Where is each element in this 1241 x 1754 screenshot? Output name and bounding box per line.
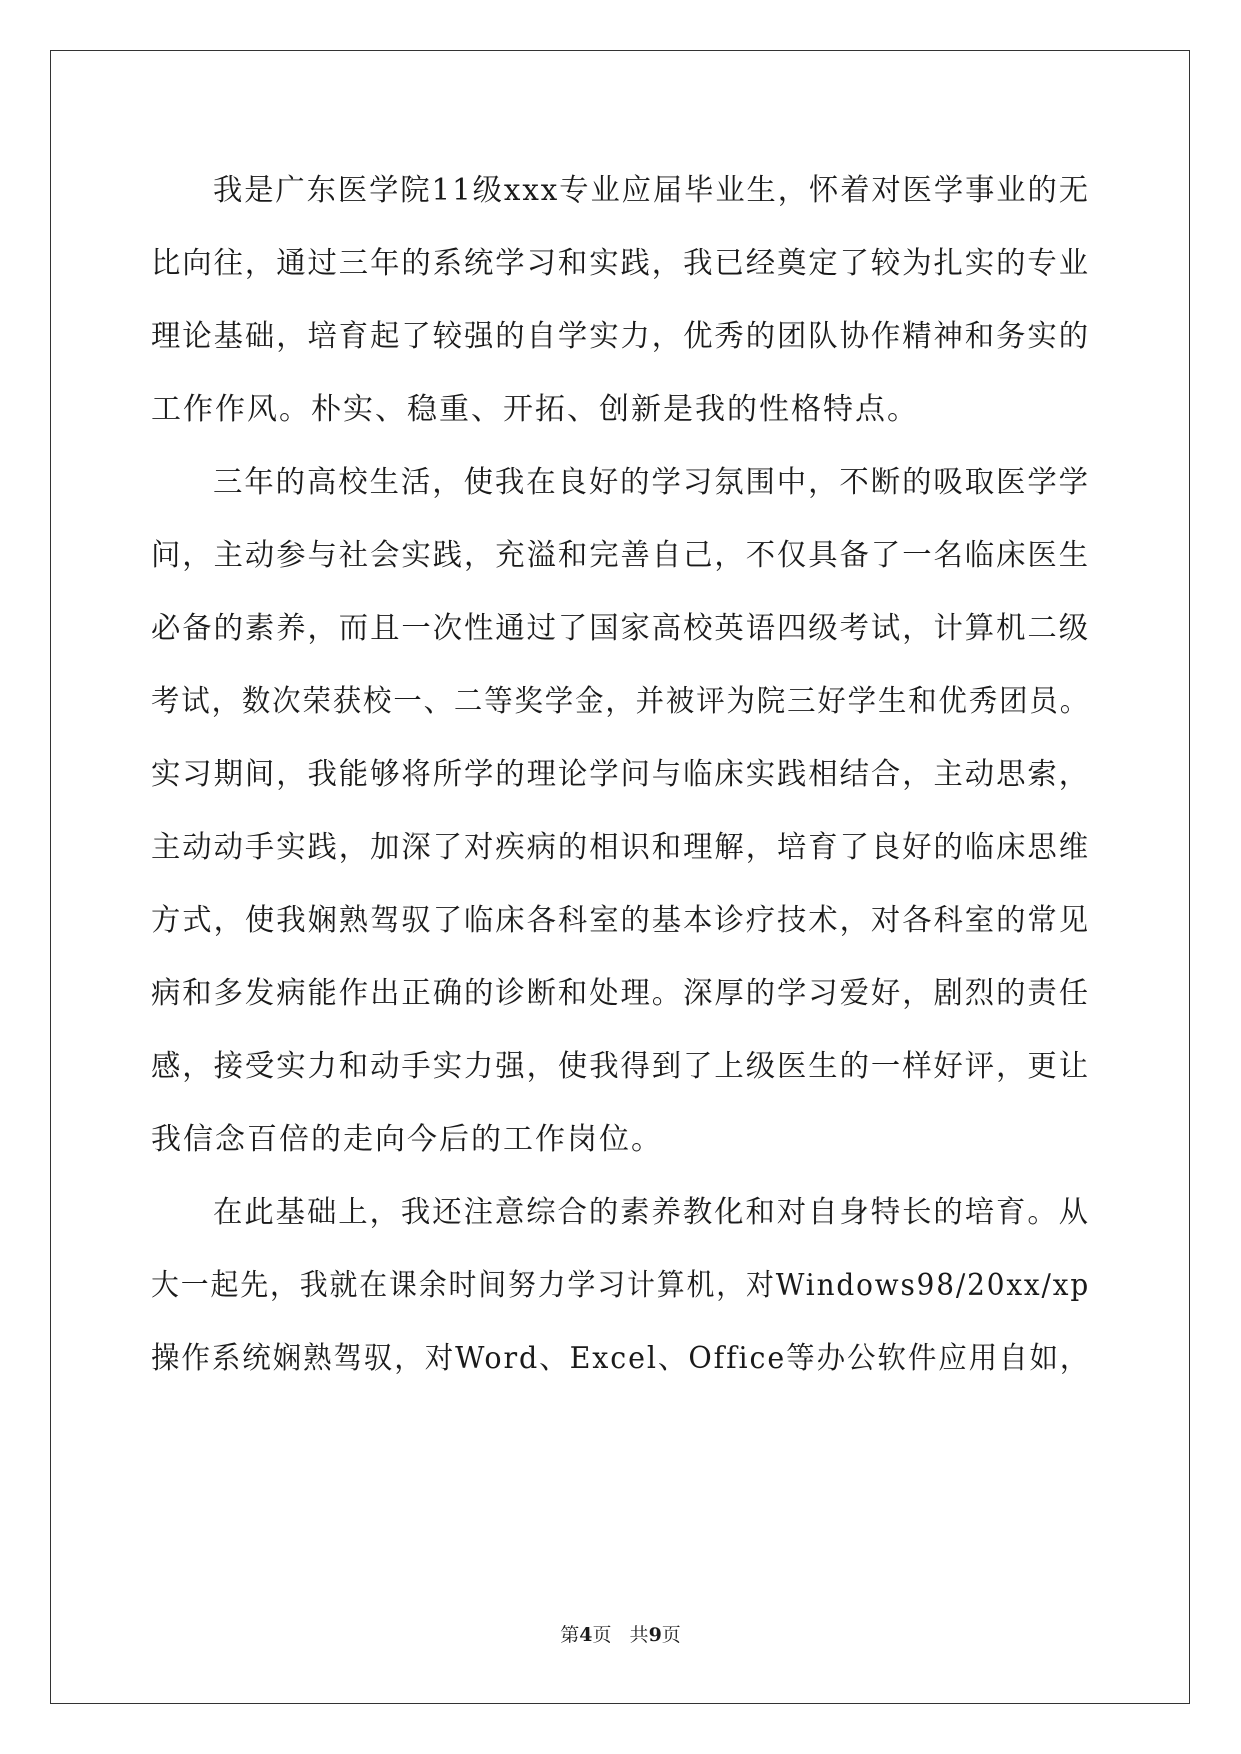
text-line: 方式，使我娴熟驾驭了临床各科室的基本诊疗技术，对各科室的常见	[151, 903, 1090, 938]
footer-middle: 页 共	[592, 1624, 649, 1646]
text-line: 必备的素养，而且一次性通过了国家高校英语四级考试，计算机二级	[151, 611, 1090, 646]
text-line: 主动动手实践，加深了对疾病的相识和理解，培育了良好的临床思维	[151, 830, 1090, 865]
total-page-number: 9	[648, 1624, 662, 1646]
page-border	[50, 50, 1190, 1704]
text-line: 实习期间，我能够将所学的理论学问与临床实践相结合，主动思索，	[151, 757, 1090, 792]
text-line: 三年的高校生活，使我在良好的学习氛围中，不断的吸取医学学	[213, 465, 1090, 500]
footer-suffix: 页	[661, 1624, 681, 1646]
text-line: 问，主动参与社会实践，充溢和完善自己，不仅具备了一名临床医生	[151, 538, 1090, 573]
text-line: 在此基础上，我还注意综合的素养教化和对自身特长的培育。从	[213, 1195, 1090, 1230]
text-line: 工作作风。朴实、稳重、开拓、创新是我的性格特点。	[151, 392, 919, 427]
text-line: 大一起先，我就在课余时间努力学习计算机，对Windows98/20xx/xp	[151, 1268, 1091, 1303]
text-line: 感，接受实力和动手实力强，使我得到了上级医生的一样好评，更让	[151, 1049, 1090, 1084]
text-line: 考试，数次荣获校一、二等奖学金，并被评为院三好学生和优秀团员。	[151, 684, 1090, 719]
page-footer	[0, 1623, 1241, 1647]
text-line: 我信念百倍的走向今后的工作岗位。	[151, 1122, 663, 1157]
text-line: 比向往，通过三年的系统学习和实践，我已经奠定了较为扎实的专业	[151, 246, 1090, 281]
text-line: 病和多发病能作出正确的诊断和处理。深厚的学习爱好，剧烈的责任	[151, 976, 1090, 1011]
text-line: 理论基础，培育起了较强的自学实力，优秀的团队协作精神和务实的	[151, 319, 1090, 354]
text-line: 我是广东医学院11级xxx专业应届毕业生，怀着对医学事业的无	[213, 173, 1090, 208]
text-line: 操作系统娴熟驾驭，对Word、Excel、Office等办公软件应用自如，	[151, 1341, 1091, 1376]
footer-prefix: 第	[560, 1624, 580, 1646]
current-page-number: 4	[579, 1624, 593, 1646]
